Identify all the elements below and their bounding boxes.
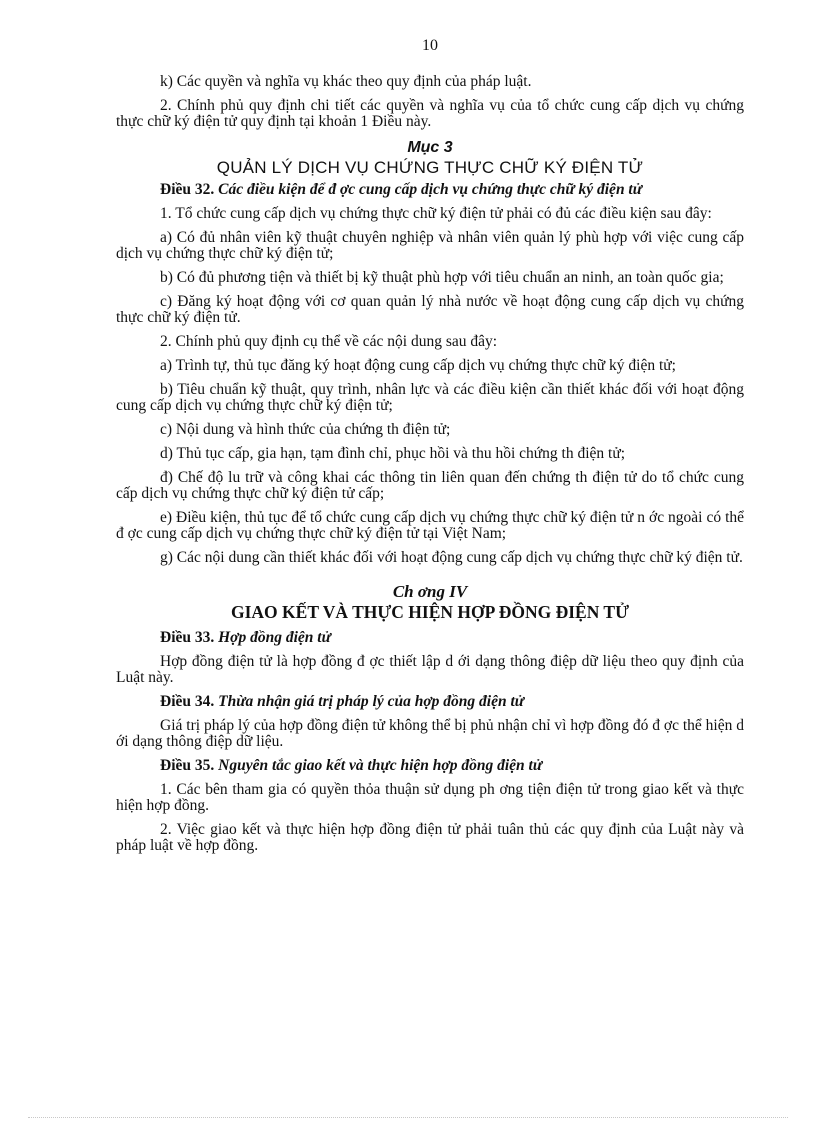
article-heading: [116, 630, 744, 646]
article-title: Hợp đồng điện tử: [218, 629, 331, 646]
paragraph: 2. Việc giao kết và thực hiện hợp đồng điện tử phải tuân thủ các quy định của Luật này và pháp luật về hợp đồng.: [116, 821, 744, 854]
paragraph: d) Thủ tục cấp, gia hạn, tạm đình chỉ, phục hồi và thu hồi chứng th điện tử;: [160, 445, 626, 462]
document-page: [116, 38, 744, 862]
article-number: Điều 35.: [160, 757, 215, 774]
paragraph: e) Điều kiện, thủ tục để tổ chức cung cấp dịch vụ chứng thực chữ ký điện tử n ớc ngoài có thể đ ợc cung cấp dịch vụ chứng thực chữ ký điện tử tại Việt Nam;: [116, 509, 744, 542]
section-title: QUẢN LÝ DỊCH VỤ CHỨNG THỰC CHỮ KÝ ĐIỆN TỬ: [216, 158, 644, 177]
paragraph: 2. Chính phủ quy định cụ thể về các nội dung sau đây:: [160, 333, 498, 350]
footer-divider: [28, 1117, 788, 1118]
paragraph: 1. Tổ chức cung cấp dịch vụ chứng thực chữ ký điện tử phải có đủ các điều kiện sau đây:: [160, 205, 712, 222]
chapter-title: GIAO KẾT VÀ THỰC HIỆN HỢP ĐỒNG ĐIỆN TỬ: [230, 602, 630, 622]
article-number: Điều 34.: [160, 693, 215, 710]
paragraph: k) Các quyền và nghĩa vụ khác theo quy định của pháp luật.: [160, 73, 532, 90]
chapter-label: Ch ơng IV: [392, 582, 468, 601]
paragraph: b) Có đủ phương tiện và thiết bị kỹ thuật phù hợp với tiêu chuẩn an ninh, an toàn quốc gia;: [160, 269, 724, 286]
paragraph: a) Có đủ nhân viên kỹ thuật chuyên nghiệp và nhân viên quản lý phù hợp với việc cung cấp dịch vụ chứng thực chữ ký điện tử;: [116, 229, 744, 262]
paragraph: đ) Chế độ lu trữ và công khai các thông tin liên quan đến chứng th điện tử do tổ chức cung cấp dịch vụ chứng thực chữ ký điện tử cấp;: [116, 469, 744, 502]
article-title: Nguyên tắc giao kết và thực hiện hợp đồng điện tử: [218, 757, 543, 774]
paragraph: c) Đăng ký hoạt động với cơ quan quản lý nhà nước về hoạt động cung cấp dịch vụ chứng thực chữ ký điện tử.: [116, 293, 744, 326]
article-heading: [116, 694, 744, 710]
article-number: Điều 32.: [160, 181, 215, 198]
article-number: Điều 33.: [160, 629, 215, 646]
article-heading: [116, 758, 744, 774]
article-heading: [116, 182, 744, 198]
paragraph: c) Nội dung và hình thức của chứng th điện tử;: [160, 421, 451, 438]
paragraph: a) Trình tự, thủ tục đăng ký hoạt động cung cấp dịch vụ chứng thực chữ ký điện tử;: [160, 357, 676, 374]
paragraph: Hợp đồng điện tử là hợp đồng đ ợc thiết lập d ới dạng thông điệp dữ liệu theo quy định của Luật này.: [116, 653, 744, 686]
paragraph: g) Các nội dung cần thiết khác đối với hoạt động cung cấp dịch vụ chứng thực chữ ký điện tử.: [160, 549, 743, 566]
article-title: Thừa nhận giá trị pháp lý của hợp đồng điện tử: [218, 693, 525, 710]
paragraph: b) Tiêu chuẩn kỹ thuật, quy trình, nhân lực và các điều kiện cần thiết khác đối với hoạt động cung cấp dịch vụ chứng thực chữ ký điện tử;: [116, 381, 744, 414]
article-title: Các điều kiện để đ ợc cung cấp dịch vụ chứng thực chữ ký điện tử: [218, 181, 643, 198]
section-label: Mục 3: [407, 139, 453, 156]
page-number: 10: [422, 37, 438, 54]
paragraph: 2. Chính phủ quy định chi tiết các quyền và nghĩa vụ của tổ chức cung cấp dịch vụ chứng thực chữ ký điện tử quy định tại khoản 1 Điều này.: [116, 97, 744, 130]
paragraph: 1. Các bên tham gia có quyền thỏa thuận sử dụng ph ơng tiện điện tử trong giao kết và thực hiện hợp đồng.: [116, 781, 744, 814]
paragraph: Giá trị pháp lý của hợp đồng điện tử không thể bị phủ nhận chỉ vì hợp đồng đó đ ợc thể hiện d ới dạng thông điệp dữ liệu.: [116, 717, 744, 750]
